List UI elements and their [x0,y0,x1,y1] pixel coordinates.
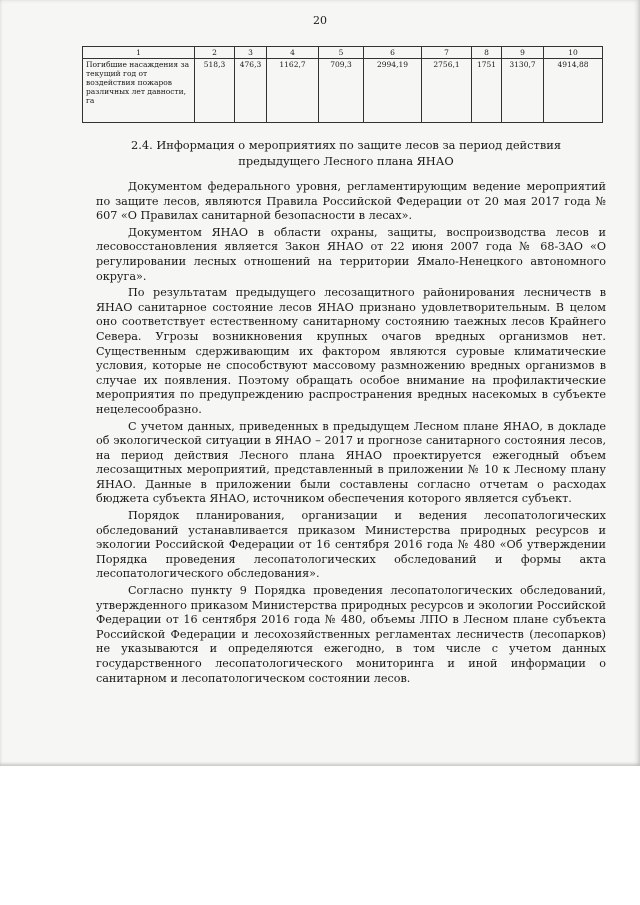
table-cell: 1162,7 [267,59,319,123]
table-cell: 2994,19 [364,59,422,123]
data-table [82,46,603,123]
paragraph: По результатам предыдущего лесозащитного районирования лесничеств в ЯНАО санитарное состояние лесов ЯНАО признано удовлетворительным. В целом оно соответствует естественному санитарному состоянию таежных лесов Крайнего Севера. Угрозы возникновения крупных очагов вредных организмов нет. Существенным сдерживающим их фактором являются суровые климатические условия, которые не способствуют массовому размножению вредных организмов в случае их появления. Поэтому обращать особое внимание на профилактические мероприятия по предупреждению распространения вредных насекомых в субъекте нецелесообразно. [96,286,606,416]
table-cell: 4914,88 [544,59,603,123]
table-row [83,59,603,123]
column-header: 5 [319,47,364,59]
table-cell: 3130,7 [502,59,544,123]
column-header: 2 [195,47,235,59]
column-header: 9 [502,47,544,59]
column-header: 8 [472,47,502,59]
table-cell: 709,3 [319,59,364,123]
paragraph: Документом федерального уровня, регламентирующим ведение мероприятий по защите лесов, являются Правила Российской Федерации от 20 мая 2017 года № 607 «О Правилах санитарной безопасности в лесах». [96,180,606,223]
table-cell: 1751 [472,59,502,123]
table-cell: 518,3 [195,59,235,123]
body-text [96,180,606,688]
column-header: 3 [235,47,267,59]
column-header: 1 [83,47,195,59]
column-header: 7 [422,47,472,59]
section-heading: 2.4. Информация о мероприятиях по защите лесов за период действия предыдущего Лесного плана ЯНАО [130,138,562,168]
paragraph: С учетом данных, приведенных в предыдущем Лесном плане ЯНАО, в докладе об экологической ситуации в ЯНАО – 2017 и прогнозе санитарного состояния лесов, на период действия Лесного плана ЯНАО проектируется ежегодный объем лесозащитных мероприятий, представленный в приложении № 10 к Лесному плану ЯНАО. Данные в приложении были составлены согласно отчетам о расходах бюджета субъекта ЯНАО, источником обеспечения которого является субъект. [96,419,606,506]
table-cell: 2756,1 [422,59,472,123]
table-cell: 476,3 [235,59,267,123]
page-number: 20 [313,14,327,27]
row-label: Погибшие насаждения за текущий год от воздействия пожаров различных лет давности, га [83,59,195,123]
column-header: 6 [364,47,422,59]
paragraph: Документом ЯНАО в области охраны, защиты, воспроизводства лесов и лесовосстановления является Закон ЯНАО от 22 июня 2007 года № 68-ЗАО «О регулировании лесных отношений на территории Ямало-Ненецкого автономного округа». [96,225,606,283]
paragraph: Согласно пункту 9 Порядка проведения лесопатологических обследований, утвержденного приказом Министерства природных ресурсов и экологии Российской Федерации от 16 сентября 2016 года № 480, объемы ЛПО в Лесном плане субъекта Российской Федерации и лесохозяйственных регламентах лесничеств (лесопарков) не указываются и определяются ежегодно, в том числе с учетом данных государственного лесопатологического мониторинга и иной информации о санитарном и лесопатологическом состоянии лесов. [96,584,606,685]
table-header-row [83,47,603,59]
column-header: 4 [267,47,319,59]
paragraph: Порядок планирования, организации и ведения лесопатологических обследований устанавливается приказом Министерства природных ресурсов и экологии Российской Федерации от 16 сентября 2016 года № 480 «Об утверждении Порядка проведения лесопатологических обследований и формы акта лесопатологического обследования». [96,509,606,581]
column-header: 10 [544,47,603,59]
